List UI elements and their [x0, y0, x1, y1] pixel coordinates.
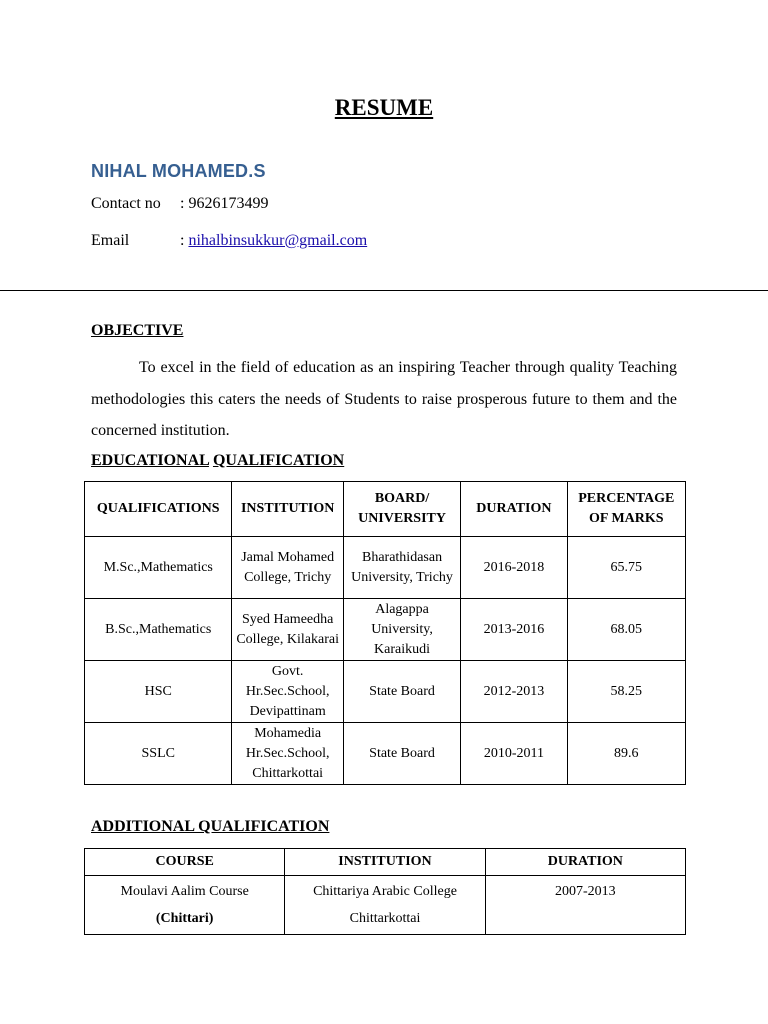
cell-percentage: 68.05: [567, 599, 685, 661]
table-row: [85, 661, 686, 723]
header-divider: [0, 290, 768, 291]
email-link[interactable]: nihalbinsukkur@gmail.com: [188, 232, 368, 249]
cell-qualification: SSLC: [85, 723, 232, 785]
email-label: Email: [91, 232, 130, 249]
cell-duration: 2012-2013: [461, 661, 567, 723]
table-row: [85, 876, 686, 935]
objective-text: To excel in the field of education as an inspiring Teacher through quality Teaching methodologies this caters the needs of Students to raise prosperous future to them and the concerned institution.: [91, 359, 677, 439]
table-header-row: [85, 849, 686, 876]
cell-percentage: 89.6: [567, 723, 685, 785]
institution-line1: Chittariya Arabic College: [313, 884, 457, 899]
course-name: Moulavi Aalim Course: [120, 884, 249, 899]
cell-percentage: 65.75: [567, 537, 685, 599]
cell-institution: Mohamedia Hr.Sec.School, Chittarkottai: [232, 723, 343, 785]
additional-heading: ADDITIONAL QUALIFICATION: [91, 818, 330, 835]
cell-institution: [285, 876, 485, 935]
header-institution: INSTITUTION: [232, 482, 343, 537]
table-row: [85, 723, 686, 785]
header-institution: INSTITUTION: [285, 849, 485, 876]
header-duration: DURATION: [461, 482, 567, 537]
phone-value: : 9626173499: [180, 195, 269, 212]
cell-duration: 2016-2018: [461, 537, 567, 599]
header-course: COURSE: [85, 849, 285, 876]
header-board-university: BOARD/ UNIVERSITY: [343, 482, 460, 537]
cell-institution: Syed Hameedha College, Kilakarai: [232, 599, 343, 661]
cell-qualification: B.Sc.,Mathematics: [85, 599, 232, 661]
cell-institution: Jamal Mohamed College, Trichy: [232, 537, 343, 599]
cell-board: State Board: [343, 661, 460, 723]
cell-institution: Govt. Hr.Sec.School, Devipattinam: [232, 661, 343, 723]
education-heading: [91, 450, 344, 472]
table-row: [85, 537, 686, 599]
course-note: (Chittari): [155, 911, 214, 926]
header-duration: DURATION: [485, 849, 685, 876]
contact-phone-row: [91, 193, 268, 215]
cell-board: Alagappa University, Karaikudi: [343, 599, 460, 661]
table-row: [85, 599, 686, 661]
cell-board: State Board: [343, 723, 460, 785]
additional-table: [84, 848, 686, 935]
education-heading-part2: QUALIFICATION: [212, 452, 345, 469]
cell-board: Bharathidasan University, Trichy: [343, 537, 460, 599]
cell-duration: 2007-2013: [485, 876, 685, 935]
candidate-name: NIHAL MOHAMED.S: [91, 161, 266, 181]
header-qualifications: QUALIFICATIONS: [85, 482, 232, 537]
institution-line2: Chittarkottai: [349, 911, 421, 926]
education-table: [84, 481, 686, 785]
phone-label: Contact no: [91, 195, 161, 212]
header-percentage: PERCENTAGE OF MARKS: [567, 482, 685, 537]
cell-course: [85, 876, 285, 935]
cell-duration: 2010-2011: [461, 723, 567, 785]
cell-duration: 2013-2016: [461, 599, 567, 661]
email-prefix: :: [180, 232, 189, 249]
objective-heading: OBJECTIVE: [91, 322, 184, 339]
resume-title: RESUME: [334, 95, 434, 120]
cell-percentage: 58.25: [567, 661, 685, 723]
contact-email-row: [91, 230, 367, 252]
cell-qualification: HSC: [85, 661, 232, 723]
table-header-row: [85, 482, 686, 537]
education-heading-part1: EDUCATIONAL: [91, 452, 209, 469]
cell-qualification: M.Sc.,Mathematics: [85, 537, 232, 599]
